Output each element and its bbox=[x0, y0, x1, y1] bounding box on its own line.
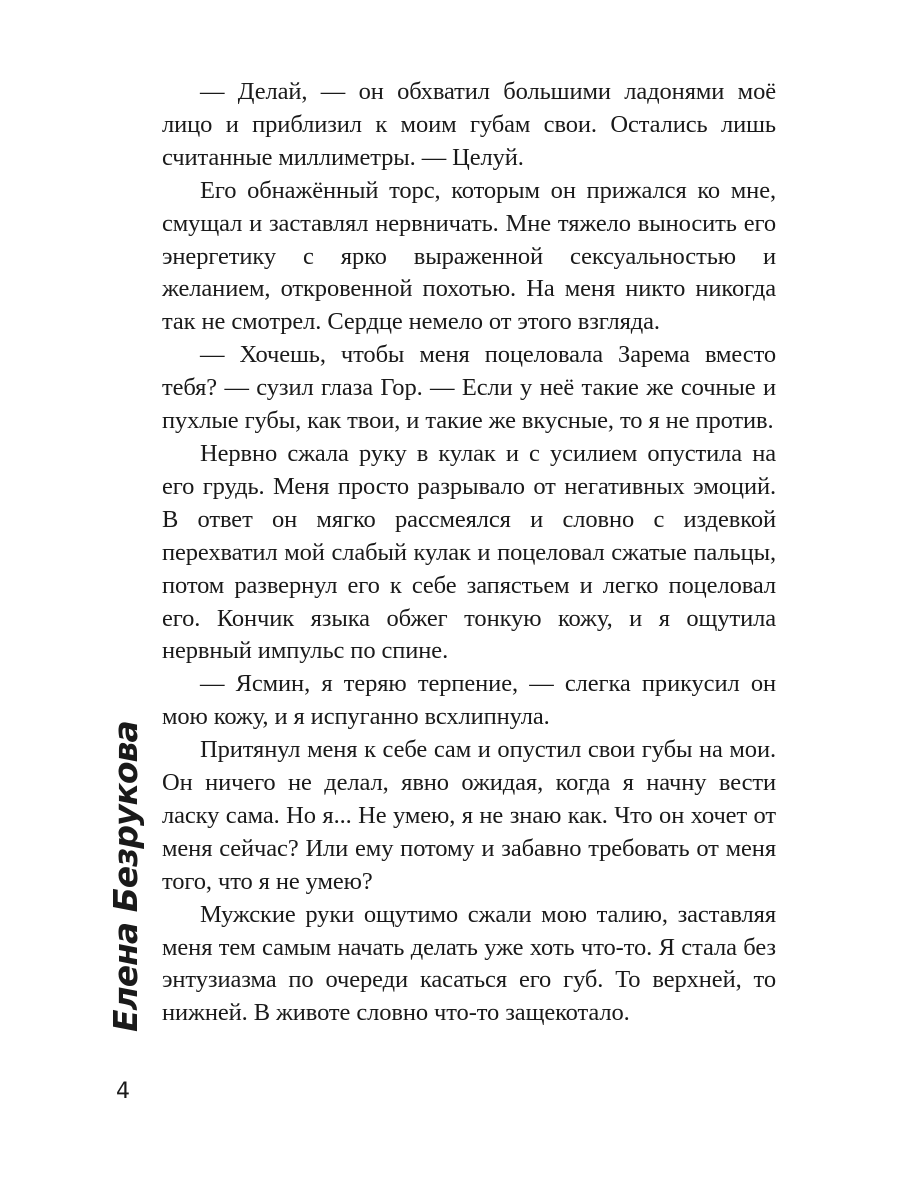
body-text bbox=[162, 76, 776, 1030]
paragraph-2: Его обнажённый торс, которым он прижался ко мне, смущал и заставлял нервничать. Мне тяжело выносить его энергетику с ярко выраженной сексуальностью и желанием, откровенной похотью. На меня никто никогда так не смотрел. Сердце немело от этого взгляда. bbox=[162, 176, 776, 336]
paragraph-5: — Ясмин, я теряю терпение, — слегка прикусил он мою кожу, и я испуганно всхлипнула. bbox=[162, 670, 776, 731]
paragraph-6: Притянул меня к себе сам и опустил свои губы на мои. Он ничего не делал, явно ожидая, когда я начну вести ласку сама. Но я... Не умею, я не знаю как. Что он хочет от меня сейчас? Или ему потому и забавно требовать от меня того, что я не умею? bbox=[162, 736, 776, 895]
paragraph-3: — Хочешь, чтобы меня поцеловала Зарема вместо тебя? — сузил глаза Гор. — Если у неё такие же сочные и пухлые губы, как твои, и такие же вкусные, то я не против. bbox=[162, 341, 776, 435]
author-name: Елена Безрукова bbox=[106, 721, 145, 1032]
paragraph-7: Мужские руки ощутимо сжали мою талию, заставляя меня тем самым начать делать уже хоть что-то. Я стала без энтузиазма по очереди касаться его губ. То верхней, то нижней. В животе словно что-то защекотало. bbox=[162, 900, 776, 1027]
paragraph-4: Нервно сжала руку в кулак и с усилием опустила на его грудь. Меня просто разрывало от негативных эмоций. В ответ он мягко рассмеялся и словно с издевкой перехватил мой слабый кулак и поцеловал сжатые пальцы, потом развернул его к себе запястьем и легко поцеловал его. Кончик языка обжег тонкую кожу, и я ощутила нервный импульс по спине. bbox=[162, 439, 776, 665]
paragraph-1: — Делай, — он обхватил большими ладонями моё лицо и приблизил к моим губам свои. Остались лишь считанные миллиметры. — Целуй. bbox=[162, 78, 776, 171]
page-number: 4 bbox=[116, 1079, 130, 1104]
